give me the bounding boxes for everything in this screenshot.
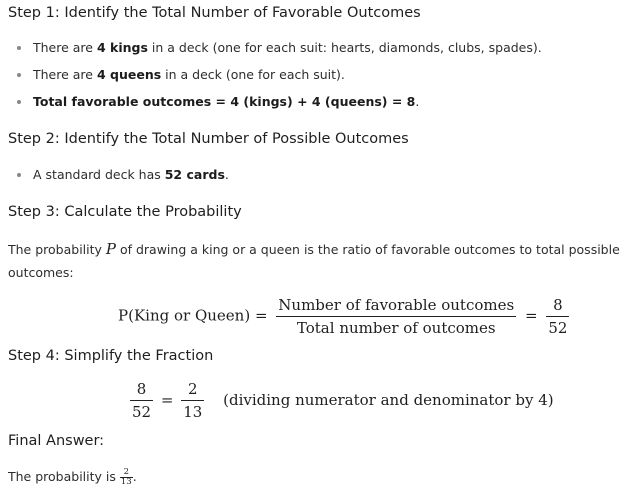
bullet-bold-text: 4 queens [96, 67, 162, 82]
paragraph-text: of drawing a king or a queen is the ratio of favorable outcomes to total possible [115, 242, 620, 257]
step1-heading: Step 1: Identify the Total Number of Favorable Outcomes [8, 5, 421, 21]
final-text: The probability is [8, 469, 120, 484]
bullet-bold-text: Total favorable outcomes = 4 (kings) + 4 (queens) = 8 [33, 94, 416, 109]
paragraph-text: The probability [8, 242, 106, 257]
bullet-dot [17, 73, 21, 77]
original-fraction [130, 380, 153, 421]
fraction-denominator: 13 [183, 403, 203, 421]
bullet-text: There are [33, 40, 97, 55]
variable-p: P [105, 240, 116, 258]
simplified-fraction [181, 380, 204, 421]
step3-paragraph [8, 238, 620, 284]
fraction-numerator: 8 [130, 380, 153, 401]
fraction-numerator: Number of favorable outcomes [276, 296, 516, 317]
simplify-equation [130, 380, 554, 421]
probability-equation [118, 296, 569, 337]
bullet-text: There are [33, 67, 97, 82]
fraction-numerator: 2 [120, 468, 133, 478]
fraction-numerator: 8 [546, 296, 569, 317]
step1-bullet-queens [17, 67, 345, 82]
step4-heading: Step 4: Simplify the Fraction [8, 348, 214, 364]
fraction-denominator: Total number of outcomes [296, 319, 496, 337]
bullet-dot [17, 100, 21, 104]
fraction-denominator: 13 [120, 477, 132, 487]
step1-bullet-kings [17, 40, 542, 55]
bullet-dot [17, 173, 21, 177]
bullet-text: A standard deck has [33, 167, 165, 182]
final-heading: Final Answer: [8, 433, 105, 449]
equals-sign: = [160, 390, 174, 409]
step2-heading: Step 2: Identify the Total Number of Possible Outcomes [8, 131, 409, 147]
value-fraction [546, 296, 569, 337]
step2-bullet-deck [17, 167, 229, 182]
bullet-text: . [415, 94, 420, 109]
fraction-numerator: 2 [181, 380, 204, 401]
paragraph-text: outcomes: [8, 265, 74, 280]
bullet-bold-text: 52 cards [164, 167, 225, 182]
equals-sign: = [524, 306, 538, 325]
bullet-text: . [224, 167, 229, 182]
ratio-fraction [276, 296, 516, 337]
step3-heading: Step 3: Calculate the Probability [8, 204, 242, 220]
final-answer [8, 465, 137, 488]
bullet-text: in a deck (one for each suit). [161, 67, 345, 82]
equation-lhs: P(King or Queen) = [118, 306, 268, 325]
bullet-text: in a deck (one for each suit: hearts, diamonds, clubs, spades). [147, 40, 542, 55]
fraction-denominator: 52 [548, 319, 568, 337]
final-text: . [132, 469, 137, 484]
bullet-bold-text: 4 kings [96, 40, 148, 55]
step1-bullet-total [17, 94, 419, 109]
final-fraction [120, 468, 133, 487]
bullet-dot [17, 46, 21, 50]
simplify-note: (dividing numerator and denominator by 4) [223, 390, 554, 409]
fraction-denominator: 52 [132, 403, 152, 421]
